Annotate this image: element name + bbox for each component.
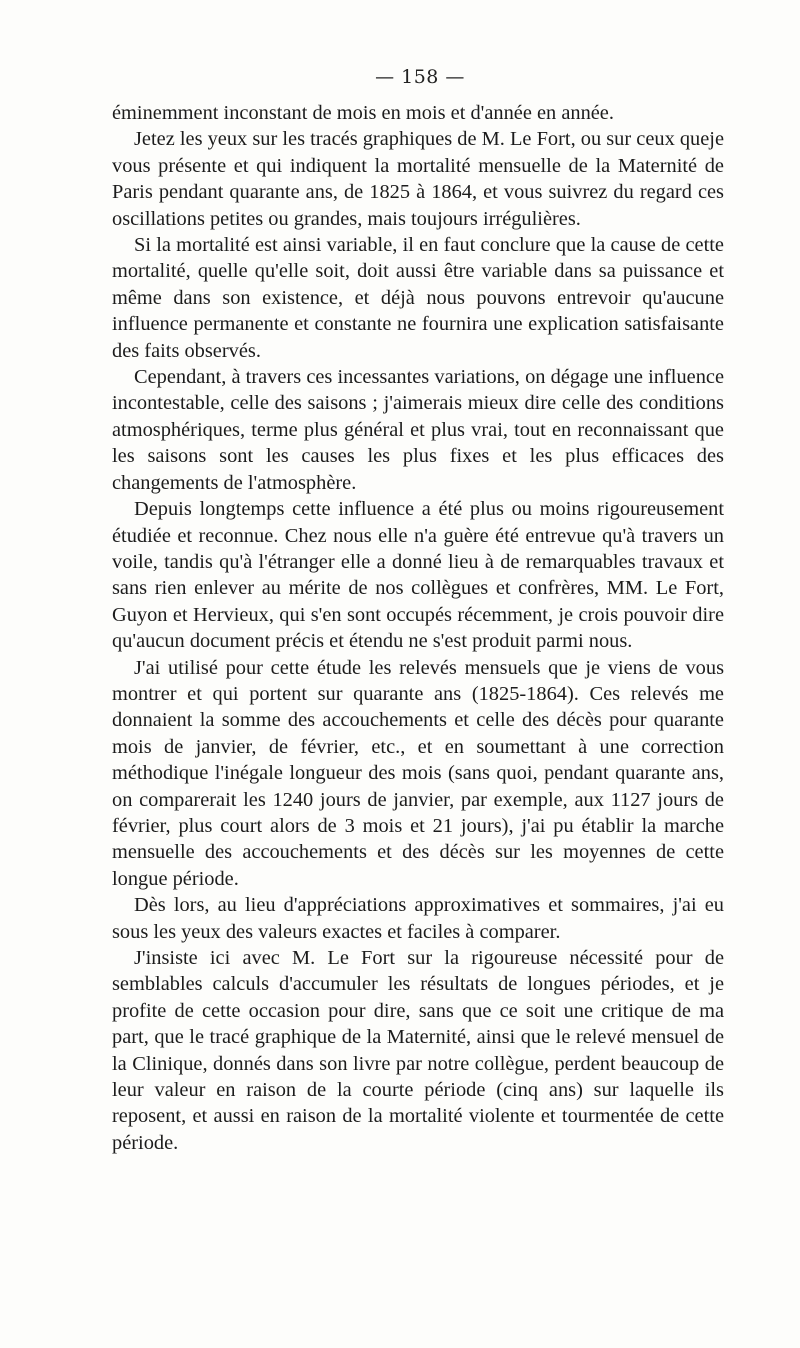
paragraph-4: Cependant, à travers ces incessantes variations, on dégage une influence incontestable, celle des saisons ; j'aimerais mieux dire celle des conditions atmosphériques, terme plus général et plus vrai, tout en reconnaissant que les saisons sont les causes les plus fixes et les plus efficaces des changements de l'atmosphère. (112, 366, 724, 494)
paragraph-3: Si la mortalité est ainsi variable, il en faut conclure que la cause de cette mortalité, quelle qu'elle soit, doit aussi être variable dans sa puissance et même dans son existence, et déjà nous pouvons entrevoir qu'aucune influence permanente et constante ne fournira une explication satisfaisante des faits observés. (112, 234, 724, 362)
paragraph-6: J'ai utilisé pour cette étude les relevés mensuels que je viens de vous montrer et qui portent sur quarante ans (1825-1864). Ces relevés me donnaient la somme des accouchements et celle des décès pour quarante mois de janvier, de février, etc., et en soumettant à une correction méthodique l'inégale longueur des mois (sans quoi, pendant quarante ans, on comparerait les 1240 jours de janvier, par exemple, aux 1127 jours de février, plus court alors de 3 mois et 21 jours), j'ai pu établir la marche mensuelle des accouchements et des décès sur les moyennes de cette longue période. (112, 656, 724, 890)
paragraph-5: Depuis longtemps cette influence a été plus ou moins rigoureusement étudiée et reconnue. Chez nous elle n'a guère été entrevue qu'à travers un voile, tandis qu'à l'étranger elle a donné lieu à de remarquables travaux et sans rien enlever au mérite de nos collègues et confrères, MM. Le Fort, Guyon et Hervieux, qui s'en sont occupés récemment, je crois pouvoir dire qu'aucun document précis et étendu ne s'est produit parmi nous. (112, 498, 724, 653)
page-number: — 158 — (375, 66, 465, 88)
paragraph-7: Dès lors, au lieu d'appréciations approximatives et sommaires, j'ai eu sous les yeux des valeurs exactes et faciles à comparer. (112, 894, 724, 943)
paragraph-8: J'insiste ici avec M. Le Fort sur la rigoureuse nécessité pour de semblables calculs d'accumuler les résultats de longues périodes, et je profite de cette occasion pour dire, sans que ce soit une critique de ma part, que le tracé graphique de la Maternité, ainsi que le relevé mensuel de la Clinique, donnés dans son livre par notre collègue, perdent beaucoup de leur valeur en raison de la courte période (cinq ans) sur laquelle ils reposent, et aussi en raison de la mortalité violente et tourmentée de cette période. (112, 947, 724, 1154)
paragraph-2: Jetez les yeux sur les tracés graphiques de M. Le Fort, ou sur ceux queje vous présente et qui indiquent la mortalité mensuelle de la Maternité de Paris pendant quarante ans, de 1825 à 1864, et vous suivrez du regard ces oscillations petites ou grandes, mais toujours irrégulières. (112, 128, 725, 230)
paragraph-1: éminemment inconstant de mois en mois et d'année en année. (112, 102, 614, 124)
body-text (112, 100, 724, 1156)
